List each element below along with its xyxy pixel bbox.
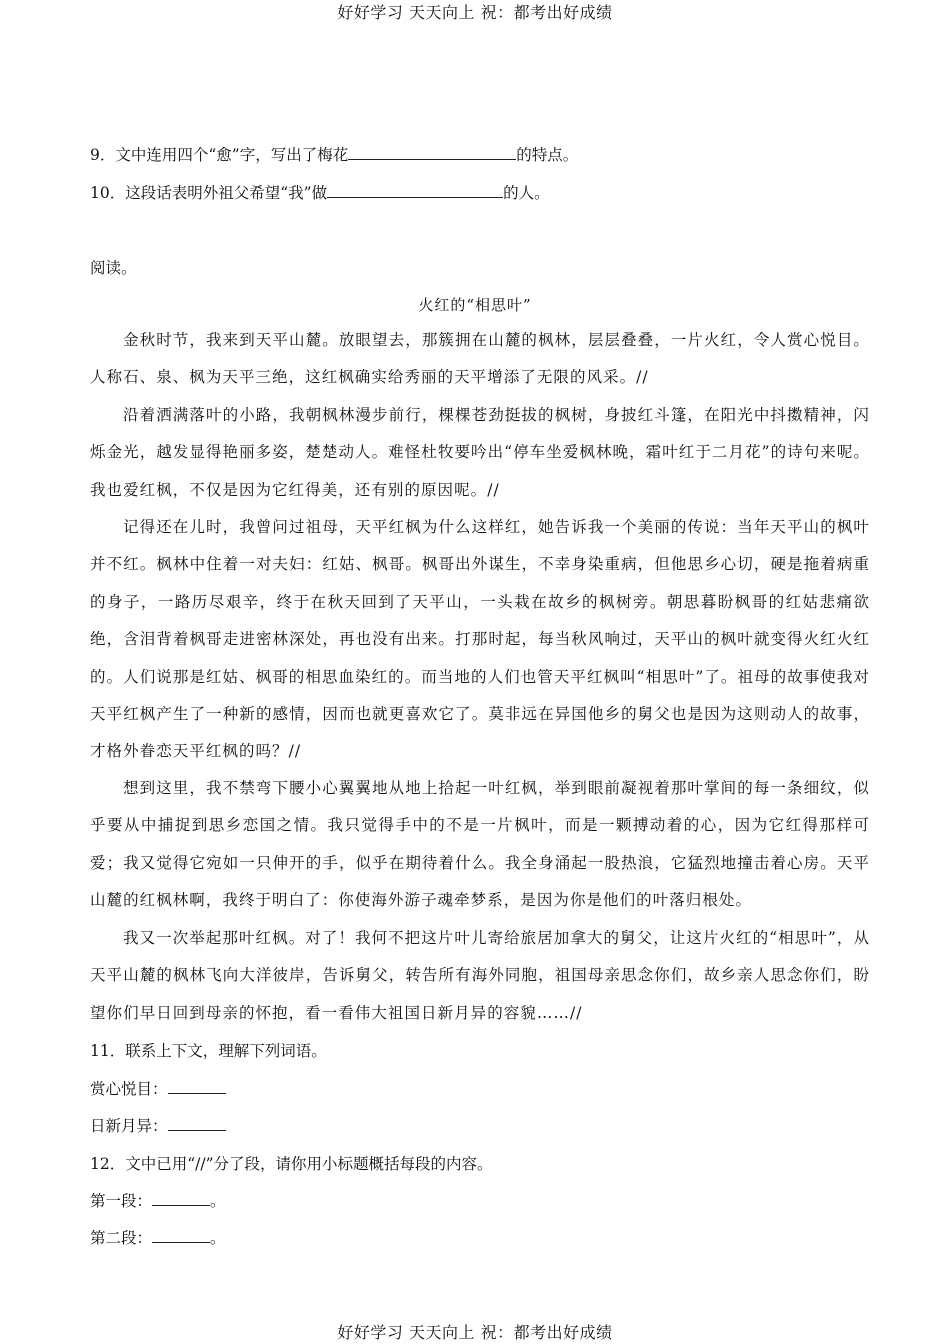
article-paragraph-1: 金秋时节，我来到天平山麓。放眼望去，那簇拥在山麓的枫林，层层叠叠，一片火红，令人赏心悦目。人称石、泉、枫为天平三绝，这红枫确实给秀丽的天平增添了无限的风采。// <box>90 331 870 387</box>
article-paragraph-5: 我又一次举起那叶红枫。对了！我何不把这片叶儿寄给旅居加拿大的舅父，让这片火红的“相思叶”，从天平山麓的枫林飞向大洋彼岸，告诉舅父，转告所有海外同胞，祖国母亲思念你们，故乡亲人思念你们，盼望你们早日回到母亲的怀抱，看一看伟大祖国日新月异的容貌……// <box>90 929 870 1022</box>
question-12-item-2 <box>90 1228 226 1248</box>
question-9 <box>90 145 578 165</box>
article-paragraph-3: 记得还在儿时，我曾问过祖母，天平红枫为什么这样红，她告诉我一个美丽的传说：当年天平山的枫叶并不红。枫林中住着一对夫妇：红姑、枫哥。枫哥出外谋生，不幸身染重病，但他思乡心切，硬是拖着病重的身子，一路历尽艰辛，终于在秋天回到了天平山，一头栽在故乡的枫树旁。朝思暮盼枫哥的红姑悲痛欲绝，含泪背着枫哥走进密林深处，再也没有出来。打那时起，每当秋风响过，天平山的枫叶就变得火红火红的。人们说那是红姑、枫哥的相思血染红的。而当地的人们也管天平红枫叫“相思叶”了。祖母的故事使我对天平红枫产生了一种新的感情，因而也就更喜欢它了。莫非远在异国他乡的舅父也是因为这则动人的故事，才格外眷恋天平红枫的吗？// <box>90 518 870 761</box>
section-label: 第一段： <box>90 1192 153 1210</box>
question-9-suffix: 的特点。 <box>516 146 579 164</box>
question-10 <box>90 183 550 203</box>
answer-blank[interactable] <box>152 1191 210 1206</box>
article-paragraph-4: 想到这里，我不禁弯下腰小心翼翼地从地上拾起一叶红枫，举到眼前凝视着那叶掌间的每一条细纹，似乎要从中捕捉到思乡恋国之情。我只觉得手中的不是一片枫叶，而是一颗搏动着的心，因为它红得那样可爱；我又觉得它宛如一只伸开的手，似乎在期待着什么。我全身涌起一股热浪，它猛烈地撞击着心房。天平山麓的红枫林啊，我终于明白了：你使海外游子魂牵梦系，是因为你是他们的叶落归根处。 <box>90 779 870 910</box>
question-9-text: 9．文中连用四个“愈”字，写出了梅花 <box>90 146 349 164</box>
page-footer: 好好学习 天天向上 祝：都考出好成绩 <box>337 1323 613 1342</box>
term-label: 日新月异： <box>90 1117 168 1135</box>
period: 。 <box>210 1229 226 1247</box>
question-10-suffix: 的人。 <box>503 184 550 202</box>
question-10-text: 10．这段话表明外祖父希望“我”做 <box>90 184 328 202</box>
section-label: 第二段： <box>90 1229 153 1247</box>
question-11-item-2 <box>90 1116 226 1136</box>
answer-blank[interactable] <box>327 183 503 198</box>
answer-blank[interactable] <box>152 1228 210 1243</box>
term-label: 赏心悦目： <box>90 1080 168 1098</box>
period: 。 <box>210 1192 226 1210</box>
answer-blank[interactable] <box>168 1079 226 1094</box>
article-paragraph-2: 沿着洒满落叶的小路，我朝枫林漫步前行，棵棵苍劲挺拔的枫树，身披红斗篷，在阳光中抖擞精神，闪烁金光，越发显得艳丽多姿，楚楚动人。难怪杜牧要吟出“停车坐爱枫林晚，霜叶红于二月花”的诗句来呢。我也爱红枫，不仅是因为它红得美，还有别的原因呢。// <box>90 406 870 499</box>
question-11: 11．联系上下文，理解下列词语。 <box>90 1042 327 1060</box>
question-11-item-1 <box>90 1079 226 1099</box>
answer-blank[interactable] <box>168 1116 226 1131</box>
read-label: 阅读。 <box>90 259 137 277</box>
page-header: 好好学习 天天向上 祝：都考出好成绩 <box>337 3 613 22</box>
article-title: 火红的“相思叶” <box>418 296 532 314</box>
question-12: 12．文中已用“//”分了段，请你用小标题概括每段的内容。 <box>90 1155 493 1173</box>
question-12-item-1 <box>90 1191 226 1211</box>
answer-blank[interactable] <box>348 145 516 160</box>
